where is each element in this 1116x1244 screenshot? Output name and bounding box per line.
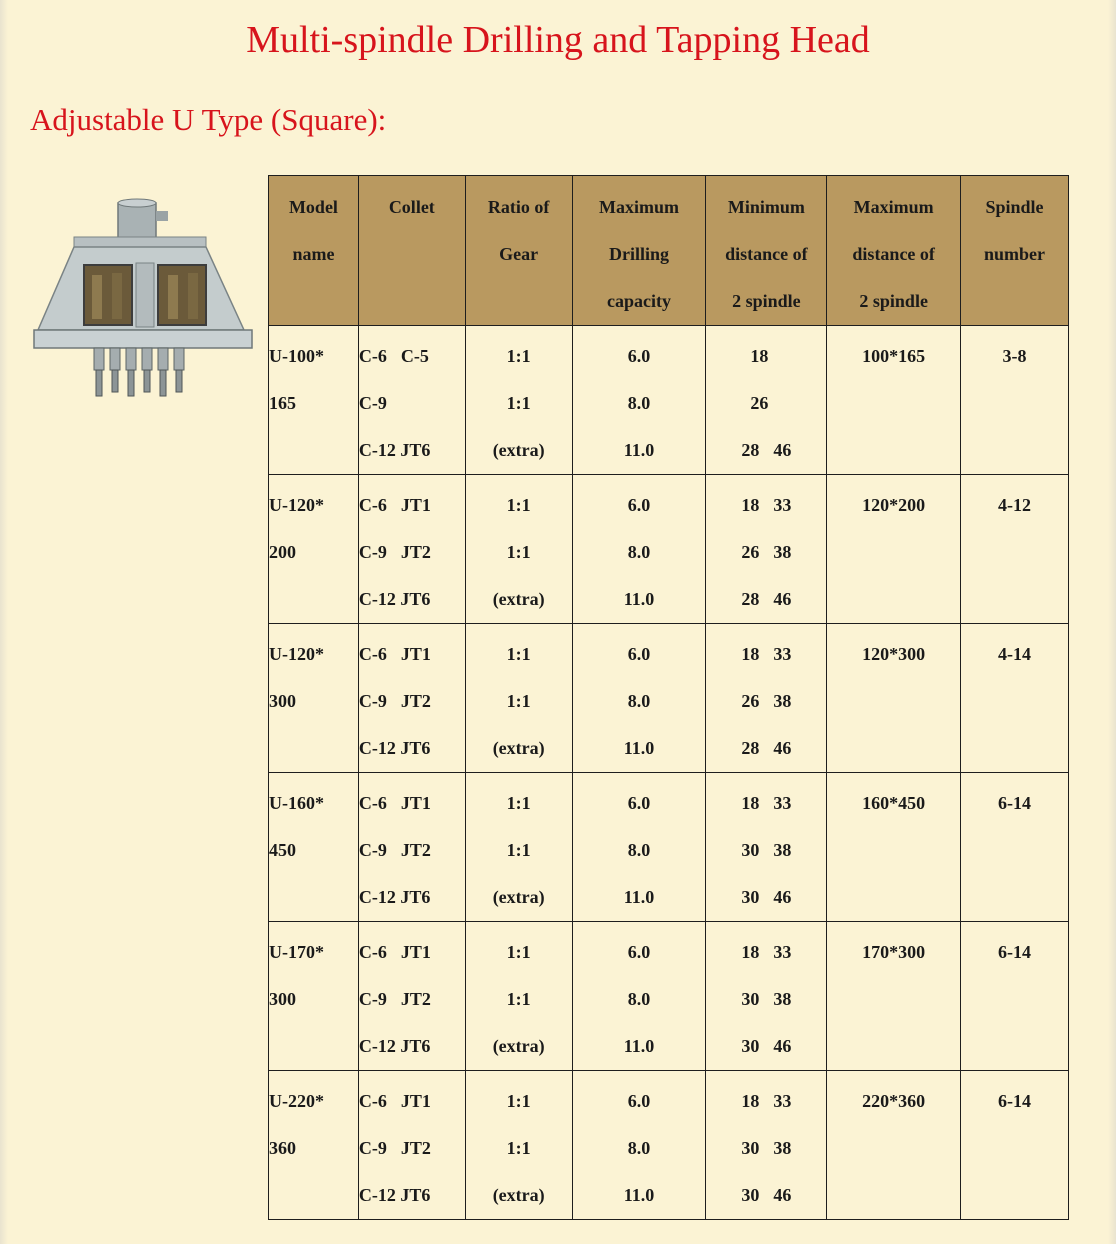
spindle-number-value: 4-14 xyxy=(998,644,1032,664)
spindle-number-value: 4-12 xyxy=(998,495,1032,515)
header-ratio-of-gear: Ratio of Gear xyxy=(465,176,572,326)
min-distance-cell xyxy=(706,326,827,475)
capacity-line: 6.0 xyxy=(627,644,651,664)
min-distance-line: 30 38 xyxy=(741,1138,792,1158)
ratio-line: 1:1 xyxy=(506,942,531,962)
min-distance-line: 30 46 xyxy=(741,887,792,907)
header-max-distance: Maximum distance of 2 spindle xyxy=(827,176,961,326)
model-line: U-120* xyxy=(269,644,324,664)
model-line: U-170* xyxy=(269,942,324,962)
ratio-line: 1:1 xyxy=(506,542,531,562)
header-model-name: Model name xyxy=(269,176,359,326)
min-distance-line: 26 38 xyxy=(741,691,792,711)
collet-cell xyxy=(358,624,465,773)
min-distance-line: 18 33 xyxy=(741,793,792,813)
collet-line: C-9 JT2 xyxy=(358,691,431,711)
min-distance-line: 28 46 xyxy=(741,440,792,460)
drilling-head-illustration xyxy=(30,195,260,405)
page-edge-left xyxy=(0,0,8,1244)
model-line: 165 xyxy=(269,393,296,413)
max-distance-cell xyxy=(827,475,961,624)
capacity-line: 11.0 xyxy=(623,738,655,758)
header-max-drilling-capacity: Maximum Drilling capacity xyxy=(572,176,706,326)
ratio-line: 1:1 xyxy=(506,989,531,1009)
capacity-line: 6.0 xyxy=(627,495,651,515)
min-distance-cell xyxy=(706,624,827,773)
capacity-line: 8.0 xyxy=(627,393,651,413)
spindle-number-cell xyxy=(961,475,1069,624)
ratio-line: 1:1 xyxy=(506,1091,531,1111)
model-cell xyxy=(269,475,359,624)
collet-cell xyxy=(358,475,465,624)
min-distance-cell xyxy=(706,1071,827,1220)
ratio-line: 1:1 xyxy=(506,644,531,664)
table-row-3 xyxy=(269,624,1069,773)
page-edge-right xyxy=(1108,0,1116,1244)
min-distance-line: 26 xyxy=(750,393,769,413)
min-distance-line: 30 38 xyxy=(741,840,792,860)
collet-line: C-9 JT2 xyxy=(358,542,431,562)
max-distance-value: 120*300 xyxy=(862,644,926,664)
collet-cell xyxy=(358,922,465,1071)
capacity-line: 8.0 xyxy=(627,1138,651,1158)
spindle-number-value: 6-14 xyxy=(998,1091,1032,1111)
capacity-line: 8.0 xyxy=(627,691,651,711)
header-spindle-number: Spindle number xyxy=(961,176,1069,326)
header-min-distance: Minimum distance of 2 spindle xyxy=(706,176,827,326)
section-subtitle: Adjustable U Type (Square): xyxy=(30,102,387,137)
ratio-line: (extra) xyxy=(492,1185,545,1205)
capacity-line: 11.0 xyxy=(623,440,655,460)
collet-line: C-6 C-5 xyxy=(358,346,429,366)
capacity-line: 11.0 xyxy=(623,1185,655,1205)
collet-line: C-12 JT6 xyxy=(358,887,431,907)
model-line: 450 xyxy=(269,840,296,860)
max-distance-cell xyxy=(827,773,961,922)
spec-table xyxy=(268,175,1069,1220)
drilling-head-image xyxy=(30,195,260,405)
ratio-line: 1:1 xyxy=(506,495,531,515)
capacity-line: 8.0 xyxy=(627,542,651,562)
min-distance-cell xyxy=(706,773,827,922)
collet-line: C-6 JT1 xyxy=(358,942,431,962)
table-row-5 xyxy=(269,922,1069,1071)
ratio-cell xyxy=(465,326,572,475)
ratio-line: 1:1 xyxy=(506,691,531,711)
spindle-number-cell xyxy=(961,1071,1069,1220)
min-distance-line: 30 38 xyxy=(741,989,792,1009)
collet-line: C-9 JT2 xyxy=(358,1138,431,1158)
max-distance-cell xyxy=(827,1071,961,1220)
page-title: Multi-spindle Drilling and Tapping Head xyxy=(246,19,870,61)
model-line: U-100* xyxy=(269,346,324,366)
min-distance-line: 18 33 xyxy=(741,1091,792,1111)
collet-line: C-6 JT1 xyxy=(358,495,431,515)
collet-line: C-12 JT6 xyxy=(358,1036,431,1056)
ratio-line: 1:1 xyxy=(506,346,531,366)
capacity-cell xyxy=(572,475,706,624)
spindle-number-cell xyxy=(961,922,1069,1071)
max-distance-value: 120*200 xyxy=(862,495,926,515)
spindle-number-value: 6-14 xyxy=(998,793,1032,813)
model-cell xyxy=(269,773,359,922)
model-cell xyxy=(269,922,359,1071)
ratio-line: (extra) xyxy=(492,589,545,609)
min-distance-line: 18 33 xyxy=(741,942,792,962)
min-distance-line: 30 46 xyxy=(741,1036,792,1056)
collet-line: C-9 JT2 xyxy=(358,989,431,1009)
max-distance-cell xyxy=(827,326,961,475)
collet-cell xyxy=(358,773,465,922)
max-distance-value: 220*360 xyxy=(862,1091,926,1111)
collet-cell xyxy=(358,326,465,475)
ratio-cell xyxy=(465,773,572,922)
min-distance-line: 18 xyxy=(750,346,769,366)
min-distance-line: 18 33 xyxy=(741,644,792,664)
ratio-line: (extra) xyxy=(492,738,545,758)
collet-line: C-9 JT2 xyxy=(358,840,431,860)
model-line: U-220* xyxy=(269,1091,324,1111)
ratio-cell xyxy=(465,624,572,773)
collet-line: C-12 JT6 xyxy=(358,738,431,758)
max-distance-cell xyxy=(827,624,961,773)
model-cell xyxy=(269,624,359,773)
ratio-line: (extra) xyxy=(492,1036,545,1056)
collet-line: C-6 JT1 xyxy=(358,793,431,813)
capacity-cell xyxy=(572,922,706,1071)
capacity-line: 11.0 xyxy=(623,589,655,609)
capacity-cell xyxy=(572,773,706,922)
ratio-cell xyxy=(465,475,572,624)
collet-line: C-6 JT1 xyxy=(358,1091,431,1111)
model-line: 360 xyxy=(269,1138,296,1158)
spindle-number-value: 3-8 xyxy=(1002,346,1027,366)
max-distance-cell xyxy=(827,922,961,1071)
capacity-line: 8.0 xyxy=(627,840,651,860)
capacity-line: 6.0 xyxy=(627,942,651,962)
ratio-line: 1:1 xyxy=(506,793,531,813)
collet-line: C-12 JT6 xyxy=(358,1185,431,1205)
model-line: 300 xyxy=(269,989,296,1009)
collet-line: C-12 JT6 xyxy=(358,589,431,609)
min-distance-cell xyxy=(706,922,827,1071)
ratio-line: (extra) xyxy=(492,887,545,907)
max-distance-value: 170*300 xyxy=(862,942,926,962)
ratio-cell xyxy=(465,1071,572,1220)
capacity-cell xyxy=(572,624,706,773)
capacity-line: 11.0 xyxy=(623,887,655,907)
min-distance-line: 30 46 xyxy=(741,1185,792,1205)
capacity-line: 6.0 xyxy=(627,346,651,366)
header-collet: Collet xyxy=(358,176,465,326)
capacity-line: 6.0 xyxy=(627,1091,651,1111)
ratio-cell xyxy=(465,922,572,1071)
model-line: U-120* xyxy=(269,495,324,515)
spindle-number-value: 6-14 xyxy=(998,942,1032,962)
model-line: 300 xyxy=(269,691,296,711)
ratio-line: 1:1 xyxy=(506,393,531,413)
model-line: 200 xyxy=(269,542,296,562)
ratio-line: 1:1 xyxy=(506,840,531,860)
model-cell xyxy=(269,326,359,475)
spindle-number-cell xyxy=(961,773,1069,922)
ratio-line: 1:1 xyxy=(506,1138,531,1158)
table-row-2 xyxy=(269,475,1069,624)
table-header-row xyxy=(269,176,1069,326)
model-cell xyxy=(269,1071,359,1220)
min-distance-cell xyxy=(706,475,827,624)
capacity-line: 6.0 xyxy=(627,793,651,813)
model-line: U-160* xyxy=(269,793,324,813)
max-distance-value: 100*165 xyxy=(862,346,926,366)
collet-line: C-12 JT6 xyxy=(358,440,431,460)
capacity-line: 8.0 xyxy=(627,989,651,1009)
min-distance-line: 18 33 xyxy=(741,495,792,515)
table-row-1 xyxy=(269,326,1069,475)
ratio-line: (extra) xyxy=(492,440,545,460)
max-distance-value: 160*450 xyxy=(862,793,926,813)
capacity-cell xyxy=(572,1071,706,1220)
spindle-number-cell xyxy=(961,326,1069,475)
collet-cell xyxy=(358,1071,465,1220)
collet-line: C-9 xyxy=(358,393,387,413)
min-distance-line: 28 46 xyxy=(741,589,792,609)
table-row-4 xyxy=(269,773,1069,922)
spindle-number-cell xyxy=(961,624,1069,773)
capacity-cell xyxy=(572,326,706,475)
min-distance-line: 26 38 xyxy=(741,542,792,562)
min-distance-line: 28 46 xyxy=(741,738,792,758)
capacity-line: 11.0 xyxy=(623,1036,655,1056)
table-row-6 xyxy=(269,1071,1069,1220)
collet-line: C-6 JT1 xyxy=(358,644,431,664)
